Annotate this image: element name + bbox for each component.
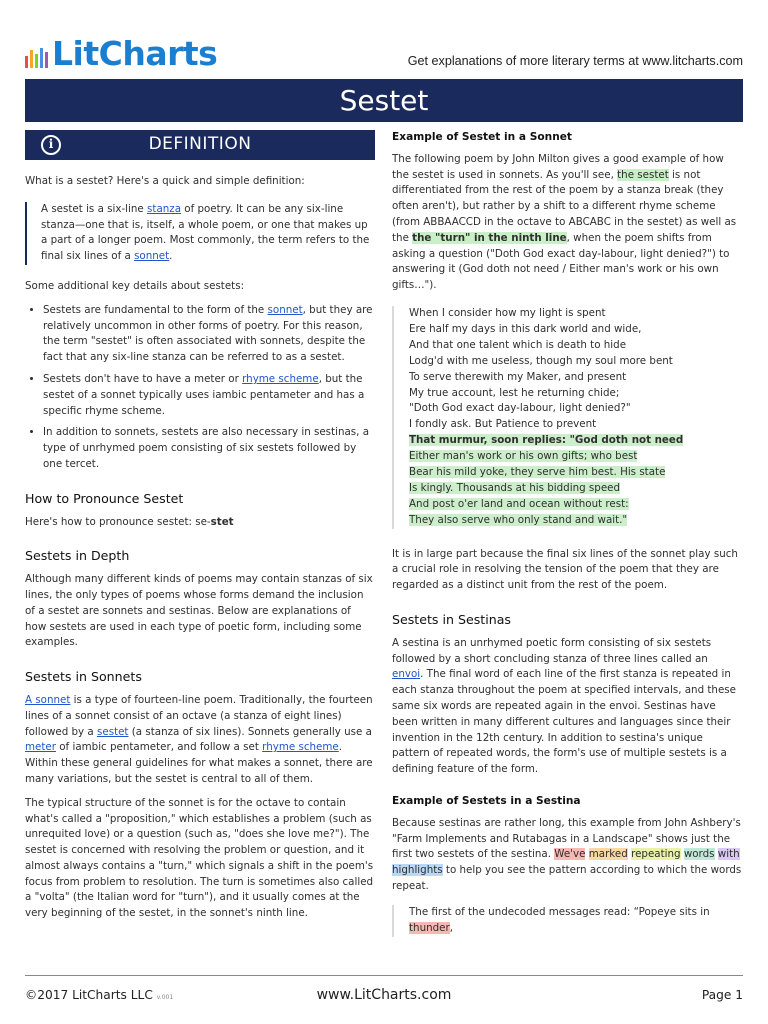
example-sonnet-after: It is in large part because the final six lines of the sonnet play such a crucial role in resolving the tension of the poem that they are regarded as a distinct unit from the rest of the poem.: [392, 547, 738, 592]
page-title: Sestet: [25, 79, 743, 122]
footer-site-link[interactable]: www.LitCharts.com: [316, 987, 452, 1003]
meter-link[interactable]: meter: [25, 741, 56, 754]
ashbery-poem: The first of the undecoded messages read: “Popeye sits in thunder,: [392, 905, 742, 937]
poem-line: And that one talent which is death to hide: [409, 338, 627, 351]
info-icon: i: [41, 135, 61, 155]
depth-text: Although many different kinds of poems may contain stanzas of six lines, the only types of poems whose forms demand the inclusion of a sestet are sonnets and sestinas. Below are explanations of how sestets are used in each type of poetic form, including some examples.: [25, 573, 373, 649]
example-sonnet-intro: The following poem by John Milton gives a good example of how the sestet is used in sonnets. As you'll see, the sestet is not differentiated from the rest of the poem by a stanza break (they often aren't), but rather by a shift to a different rhyme scheme (from ABBAACCD in the octave to ABCABC in the sestet) as well as the the "turn" in the ninth line, when the poem shifts from asking a question ("Doth God exact day-labour, light denied?") to answering it (God doth not need / Either man's work or his own gifts…").: [392, 152, 737, 292]
envoi-link[interactable]: envoi: [392, 668, 421, 681]
logo-bars-icon: [25, 48, 48, 68]
left-column: [25, 130, 375, 930]
definition-intro: What is a sestet? Here's a quick and simple definition:: [25, 175, 305, 187]
sonnet-link[interactable]: sonnet: [134, 250, 170, 263]
sestinas-paragraph: A sestina is an unrhymed poetic form consisting of six sestets followed by a short concluding stanza of three lines called an envoi. The final word of each line of the first stanza is repeated in each stanza throughout the poem at specified intervals, and these same six words are repeated again in the envoi. Sestinas have been written in many different cultures and languages since their invention in the 12th century. In addition to sestina's unique pattern of repeated words, the form's use of multiple sestets is a defining feature of the form.: [392, 636, 736, 776]
poem-line: To serve therewith my Maker, and present: [409, 370, 627, 383]
poem-line: Either man's work or his own gifts; who best: [409, 450, 638, 463]
page-number: Page 1: [701, 988, 743, 1002]
example-sestina-heading: Example of Sestets in a Sestina: [392, 795, 581, 808]
sonnets-paragraph-1: A sonnet is a type of fourteen-line poem. Traditionally, the fourteen lines of a sonnet consist of an octave (a stanza of eight lines) followed by a sestet (a stanza of six lines). Sonnets generally use a meter of iambic pentameter, and follow a set rhyme scheme. Within these general guidelines for what makes a sonnet, there are many variations, but the sestet is central to all of them.: [25, 693, 373, 785]
copyright: ©2017 LitCharts LLC v.001: [25, 988, 174, 1002]
logo-text: LitCharts: [52, 34, 218, 73]
poem-line: I fondly ask. But Patience to prevent: [409, 418, 597, 431]
sestet-link[interactable]: sestet: [97, 725, 129, 738]
sonnets-paragraph-2: The typical structure of the sonnet is for the octave to contain what's called a "proposition," which establishes a problem (such as unrequited love) or a question (such as, "does she love me?"). The sestet is concerned with resolving the problem or question, and it almost always contains a "turn," which signals a shift in the poem's focus from problem to resolution. The turn is sometimes also called a "volta" (the Italian word for "turn"), and it usually comes at the very beginning of the sestet, in the sonnet's ninth line.: [25, 796, 374, 920]
definition-bar: [25, 130, 375, 160]
poem-line: And post o'er land and ocean without rest:: [409, 497, 629, 510]
poem-line: Is kingly. Thousands at his bidding speed: [409, 481, 621, 494]
poem-line: Lodg'd with me useless, though my soul more bent: [409, 354, 673, 367]
sonnet-link[interactable]: A sonnet: [25, 693, 71, 706]
sonnet-link[interactable]: sonnet: [267, 303, 303, 316]
rhyme-scheme-link[interactable]: rhyme scheme: [262, 741, 339, 754]
list-item: • Sestets are fundamental to the form of the sonnet, but they are relatively uncommon in other forms of poetry. For this reason, the term "sestet" is often associated with sonnets, despite the fact that any six-line stanza can be referred to as a sestet.: [43, 303, 375, 366]
poem-line-turn: That murmur, soon replies: "God doth not need: [409, 434, 684, 447]
poem-line: Bear his mild yoke, they serve him best. His state: [409, 466, 666, 479]
pronounce-heading: How to Pronounce Sestet: [25, 490, 184, 506]
poem-line: My true account, lest he returning chide;: [409, 386, 620, 399]
example-sonnet-heading: Example of Sestet in a Sonnet: [392, 131, 572, 143]
pronounce-text: Here's how to pronounce sestet: se-stet: [25, 515, 234, 528]
definition-label: DEFINITION: [148, 134, 252, 155]
page-header: [25, 34, 743, 74]
sonnets-heading: Sestets in Sonnets: [25, 669, 142, 685]
milton-poem: [392, 306, 742, 529]
list-item: • In addition to sonnets, sestets are also necessary in sestinas, a type of unrhymed poem consisting of six sestets followed by one tercet.: [43, 425, 375, 472]
poem-line: They also serve who only stand and wait.": [409, 513, 628, 526]
example-sestina-intro: Because sestinas are rather long, this example from John Ashbery's "Farm Implements and Rutabagas in a Landscape" shows just the first two sestets of the sestina. We've marked repeating words with highlights to help you see the pattern according to which the words repeat.: [392, 816, 742, 892]
stanza-link[interactable]: stanza: [147, 202, 181, 215]
right-column: [392, 130, 742, 955]
page-footer: [25, 975, 743, 1016]
details-intro: Some additional key details about sestets:: [25, 279, 245, 292]
list-item: • Sestets don't have to have a meter or rhyme scheme, but the sestet of a sonnet typically uses iambic pentameter and has a specific rhyme scheme.: [43, 372, 375, 419]
poem-line: When I consider how my light is spent: [409, 306, 606, 319]
header-tagline: Get explanations of more literary terms at www.litcharts.com: [407, 54, 743, 68]
depth-heading: Sestets in Depth: [25, 548, 130, 564]
poem-line: "Doth God exact day-labour, light denied?": [409, 402, 631, 415]
sestinas-heading: Sestets in Sestinas: [392, 612, 511, 628]
poem-line: Ere half my days in this dark world and wide,: [409, 322, 642, 335]
rhyme-scheme-link[interactable]: rhyme scheme: [242, 372, 319, 385]
litcharts-logo[interactable]: [25, 34, 217, 74]
details-list: [25, 303, 375, 473]
definition-quote: A sestet is a six-line stanza of poetry. It can be any six-line stanza—one that is, itself, a whole poem, or one that makes up a part of a longer poem. Most commonly, the term refers to the final six lines of a sonnet.: [25, 202, 375, 265]
